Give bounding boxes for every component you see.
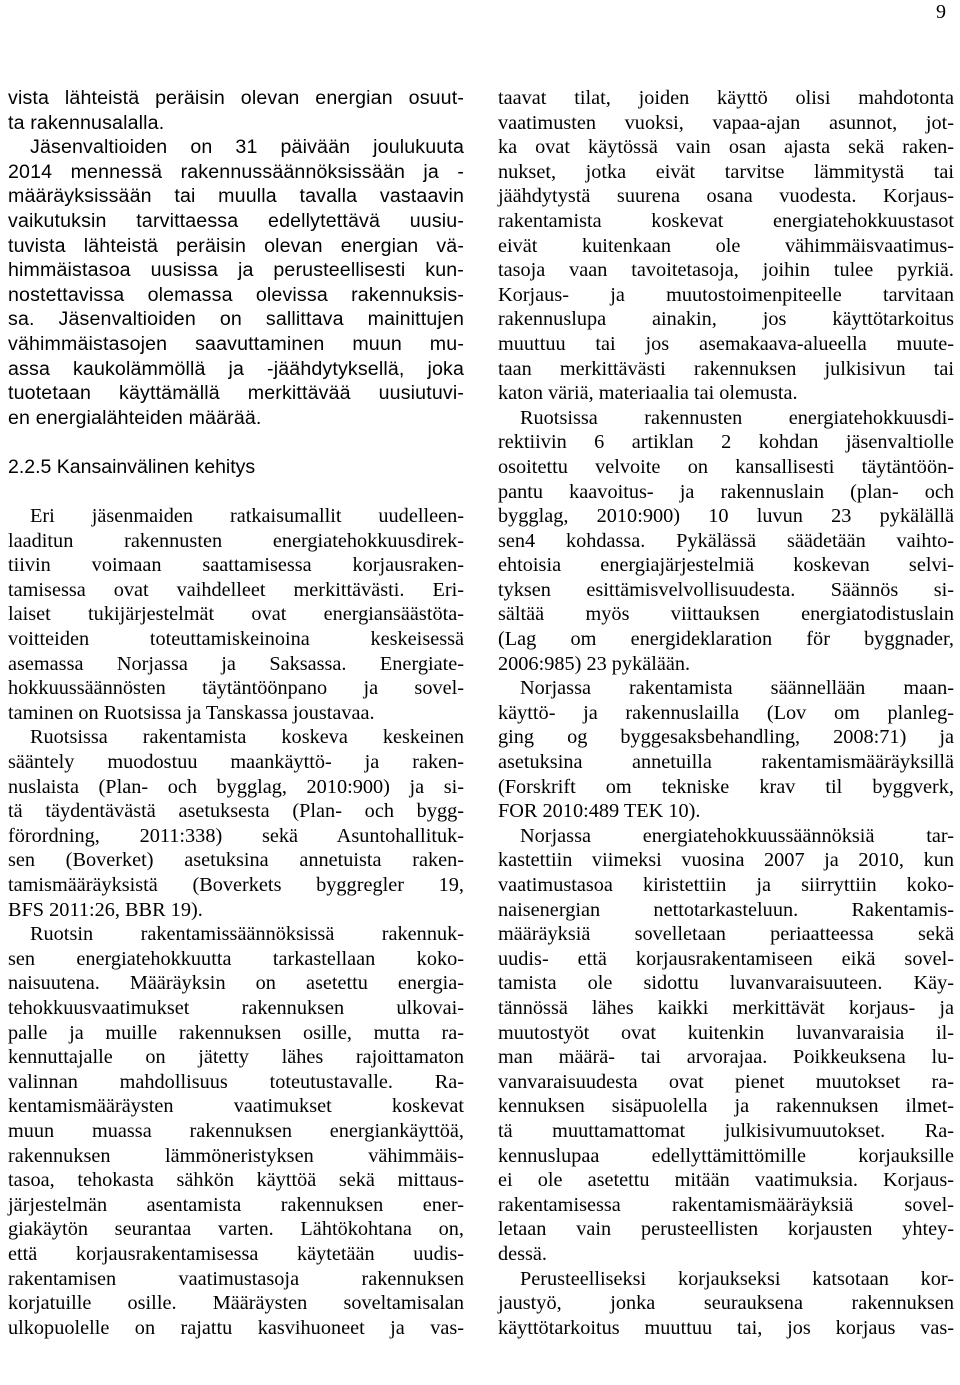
text-line: nukset, jotka eivät tarvitse lämmitystä tai: [498, 160, 954, 183]
text-line: dessä.: [498, 1242, 547, 1265]
text-line: laaditun rakennusten energiatehokkuusdirek-: [8, 529, 464, 552]
text-line: naisenergian nettotarkasteluun. Rakentamis-: [498, 898, 954, 921]
text-line: hokkuussäännösten täytäntöönpano ja sovel-: [8, 677, 464, 700]
text-line: Perusteelliseksi korjaukseksi katsotaan kor-: [520, 1267, 954, 1290]
text-line: vaatimustasoa kiristettiin ja siirryttiin koko-: [498, 874, 954, 896]
text-line: jaustyö, jonka seurauksena rakennuksen: [498, 1292, 954, 1315]
text-line: Norjassa rakentamista säännellään maan-: [520, 677, 954, 700]
text-line: määräyksissään tai muulla tavalla vastaavin: [8, 185, 464, 208]
text-line: tehokkuusvaatimukset rakennuksen ulkovai-: [8, 996, 464, 1019]
text-line: Norjassa energiatehokkuussäännöksiä tar-: [520, 824, 954, 847]
text-line: rektiivin 6 artiklan 2 kohdan jäsenvaltiolle: [498, 431, 954, 454]
right-column: [498, 86, 954, 1340]
text-line: tä täydentävästä asetuksesta (Plan- och bygg-: [8, 800, 464, 823]
text-line: taminen on Ruotsissa ja Tanskassa joustavaa.: [8, 701, 375, 724]
text-line: tiivin voimaan saattamisessa korjausraken-: [8, 554, 464, 577]
text-line: määräyksiä sovelletaan periaatteessa sekä: [498, 923, 954, 946]
text-line: tasoja vaan tavoitetasoja, joihin tulee pyrkiä.: [498, 259, 954, 282]
page-number: 9: [936, 1, 946, 23]
text-line: pantu kaavoitus- ja rakennuslain (plan- och: [498, 480, 954, 503]
text-line: ka ovat käytössä vain osan ajasta sekä raken-: [498, 136, 954, 159]
text-line: rakennuslupa ainakin, jos käyttötarkoitus: [498, 308, 954, 331]
text-line: muutostyöt ovat kuitenkin luvanvaraisia il-: [498, 1021, 954, 1044]
text-line: tamisessa ovat vaihdelleet merkittävästi. Eri-: [8, 578, 464, 601]
text-line: assa kaukolämmöllä ja -jäähdytyksellä, joka: [8, 357, 464, 380]
text-line: Ruotsissa rakennusten energiatehokkuusdi-: [520, 406, 954, 429]
text-line: muuttuu tai jos asemakaava-alueella muute-: [498, 332, 954, 355]
text-line: rakentamista koskevat energiatehokkuustasot: [498, 209, 954, 232]
text-line: Korjaus- ja muutostoimenpiteelle tarvitaan: [498, 283, 954, 306]
paragraph-renewable-energy: [8, 86, 464, 430]
text-line: osoitettu velvoite on kansallisesti täytäntöön-: [498, 455, 954, 478]
text-line: naisuutena. Määräyksin on asetettu energia-: [8, 972, 464, 995]
paragraph-sweden-norway: [498, 86, 954, 1340]
section-heading: 2.2.5 Kansainvälinen kehitys: [8, 455, 256, 478]
text-line: Ruotsissa rakentamista koskeva keskeinen: [30, 726, 464, 749]
text-line: ei ole asetettu mitään vaatimuksia. Korjaus-: [498, 1169, 954, 1192]
text-line: käyttö- ja rakennuslailla (Lov om planleg-: [498, 701, 954, 724]
text-line: tamismääräyksistä (Boverkets byggregler 19,: [8, 874, 464, 896]
text-line: muun muassa rakennuksen energiankäyttöä,: [8, 1119, 464, 1142]
text-line: vaatimusten vuoksi, vapaa-ajan asunnot, jot-: [498, 111, 954, 134]
text-line: tasoa, tehokasta sähkön käyttöä sekä mittaus-: [8, 1169, 464, 1192]
text-line: (Lag om energideklaration för byggnader,: [498, 628, 954, 651]
text-line: eivät kuitenkaan ole vähimmäisvaatimus-: [498, 234, 954, 257]
text-line: sältää myös viittauksen energiatodistuslain: [498, 603, 954, 626]
text-line: sen energiatehokkuutta tarkastellaan koko-: [8, 947, 464, 970]
text-line: palle ja muille rakennuksen osille, mutta ra-: [8, 1021, 464, 1044]
text-line: korjatuille osille. Määräysten soveltamisalan: [8, 1292, 464, 1315]
text-line: 2014 mennessä rakennussäännöksissään ja -: [8, 160, 464, 183]
text-line: Jäsenvaltioiden on 31 päivään joulukuuta: [30, 136, 464, 159]
text-line: förordning, 2011:338) sekä Asuntohallituk-: [8, 824, 464, 847]
text-line: taan merkittävästi rakennuksen julkisivun tai: [498, 357, 954, 380]
text-line: kennuksen sisäpuolella ja rakennuksen ilmet-: [498, 1095, 954, 1118]
text-line: järjestelmän asentamista rakennuksen ener-: [8, 1193, 464, 1216]
text-line: en energialähteiden määrää.: [8, 406, 262, 429]
text-line: ulkopuolelle on rajattu kasvihuoneet ja vas-: [8, 1316, 464, 1339]
text-line: sa. Jäsenvaltioiden on sallittava mainittujen: [8, 308, 464, 331]
text-line: BFS 2011:26, BBR 19).: [8, 898, 203, 921]
text-line: giakäytön seurantaa varten. Lähtökohtana on,: [8, 1218, 464, 1241]
text-line: tuotetaan käyttämällä merkittävää uusiutuvi-: [8, 382, 464, 405]
text-line: laiset tukijärjestelmät ovat energiansäästöta-: [8, 603, 464, 626]
paragraph-international-development: [8, 504, 464, 1340]
text-line: ehtoisia energiajärjestelmiä koskevan selvi-: [498, 554, 954, 577]
text-line: katon väriä, materiaalia tai olemusta.: [498, 382, 798, 405]
text-line: jäähdytystä suurena osana vuodesta. Korjaus-: [498, 185, 954, 208]
text-line: valinnan mahdollisuus toteutustavalle. Ra-: [8, 1070, 464, 1093]
text-line: letaan vain perusteellisten korjausten yhtey-: [498, 1218, 954, 1241]
text-line: tännössä lähes kaikki merkittävät korjaus- ja: [498, 996, 954, 1019]
left-column: [8, 86, 464, 1340]
text-line: ging og byggesaksbehandling, 2008:71) ja: [498, 726, 954, 749]
text-line: voitteiden toteuttamiskeinoina keskeisessä: [8, 628, 464, 651]
text-line: rakentamisen vaatimustasoja rakennuksen: [8, 1267, 464, 1290]
text-line: sen (Boverket) asetuksina annetuista raken-: [8, 849, 464, 872]
text-line: FOR 2010:489 TEK 10).: [498, 800, 701, 823]
text-line: bygglag, 2010:900) 10 luvun 23 pykälällä: [498, 505, 954, 528]
text-line: vanvaraisuudesta ovat pienet muutokset ra-: [498, 1070, 954, 1093]
text-line: himmäistasoa uusissa ja perusteellisesti kun-: [8, 259, 464, 282]
text-line: kentamismääräysten vaatimukset koskevat: [8, 1095, 464, 1118]
text-line: tyksen esittämisvelvollisuudesta. Säännös si-: [498, 578, 954, 601]
text-line: uudis- että korjausrakentamiseen eikä sovel-: [498, 947, 954, 970]
text-line: man määrä- tai arvorajaa. Poikkeuksena lu-: [498, 1046, 954, 1069]
text-line: 2006:985) 23 pykälään.: [498, 652, 691, 675]
text-line: käyttötarkoitus muuttuu tai, jos korjaus vas-: [498, 1316, 954, 1339]
text-line: vaikutuksin tarvittaessa edellytettävä uusiu-: [8, 209, 464, 232]
text-line: asemassa Norjassa ja Saksassa. Energiate-: [8, 652, 464, 675]
text-line: kennuslupaa edellyttämittömille korjauksille: [498, 1144, 954, 1167]
text-line: tä muuttamattomat julkisivumuutokset. Ra-: [498, 1119, 954, 1142]
text-line: kastettiin viimeksi vuosina 2007 ja 2010, kun: [498, 849, 954, 872]
text-line: vista lähteistä peräisin olevan energian osuut-: [8, 87, 464, 109]
text-line: sen4 kohdassa. Pykälässä säädetään vaihto-: [498, 529, 954, 552]
text-line: asetuksina annetuilla rakentamismääräyksillä: [498, 751, 954, 774]
text-line: Ruotsin rakentamissäännöksissä rakennuk-: [30, 923, 464, 946]
text-line: tamista ole sidottu luvanvaraisuuteen. Käy-: [498, 972, 954, 995]
text-line: taavat tilat, joiden käyttö olisi mahdotonta: [498, 87, 954, 109]
text-line: (Forskrift om tekniske krav til byggverk,: [498, 775, 954, 798]
text-line: Eri jäsenmaiden ratkaisumallit uudelleen-: [30, 505, 464, 528]
text-line: kennuttajalle on jätetty lähes rajoittamaton: [8, 1046, 464, 1069]
text-line: tuvista lähteistä peräisin olevan energian vä-: [8, 234, 464, 257]
text-line: vähimmäistasojen saavuttaminen muun mu-: [8, 332, 464, 355]
text-line: rakennuksen lämmöneristyksen vähimmäis-: [8, 1144, 464, 1167]
text-line: ta rakennusalalla.: [8, 111, 165, 134]
text-line: nuslaista (Plan- och bygglag, 2010:900) ja si-: [8, 775, 464, 798]
text-line: sääntely muodostuu maankäyttö- ja raken-: [8, 751, 464, 774]
text-line: rakentamisessa rakentamismääräyksiä sovel-: [498, 1193, 954, 1216]
text-line: nostettavissa olemassa olevissa rakennuksis-: [8, 283, 464, 306]
text-line: että korjausrakentamisessa käytetään uudis-: [8, 1242, 464, 1265]
